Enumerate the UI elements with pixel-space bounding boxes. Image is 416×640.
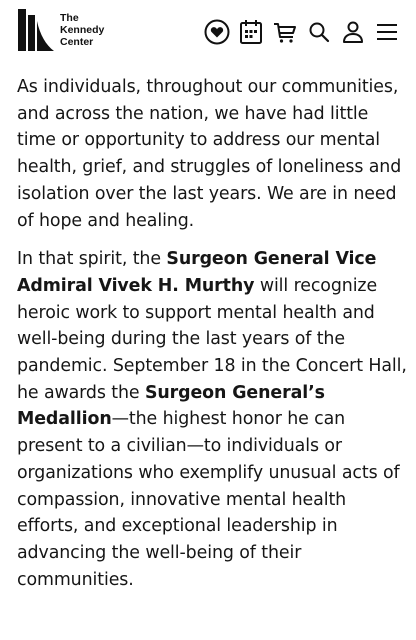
medallion-name: Surgeon General’s Medallion bbox=[17, 382, 325, 430]
cart-icon bbox=[273, 20, 297, 44]
favorites-button[interactable] bbox=[202, 17, 232, 47]
heart-icon bbox=[204, 19, 230, 45]
logo-line-3: Center bbox=[60, 36, 94, 48]
surgeon-general-name: Surgeon General Vice Admiral Vivek H. Murthy bbox=[17, 249, 377, 296]
paragraph-2-text-3: —the highest honor he can present to a civilian—to individuals or organizations who exemplify unusual acts of compassion, innovative mental health efforts, and exceptional leadership in advancing the well-being of their communities. bbox=[17, 409, 400, 590]
account-icon bbox=[342, 20, 364, 44]
cart-button[interactable] bbox=[270, 17, 300, 47]
kennedy-center-logo-mark-icon bbox=[18, 9, 54, 51]
header-nav-icons bbox=[198, 17, 402, 47]
search-icon bbox=[308, 21, 330, 43]
account-button[interactable] bbox=[338, 17, 368, 47]
article-body bbox=[17, 74, 409, 605]
menu-icon bbox=[375, 21, 399, 43]
logo-text bbox=[60, 12, 104, 48]
calendar-button[interactable] bbox=[236, 17, 266, 47]
paragraph-2-text-1: In that spirit, the bbox=[17, 249, 167, 270]
kennedy-center-logo[interactable] bbox=[18, 9, 138, 53]
menu-button[interactable] bbox=[372, 17, 402, 47]
logo-line-1: The bbox=[60, 12, 79, 24]
article-paragraph-2 bbox=[17, 246, 409, 593]
search-button[interactable] bbox=[304, 17, 334, 47]
article-paragraph-1: As individuals, throughout our communities, and across the nation, we have had little time or opportunity to address our mental health, grief, and struggles of loneliness and isolation over the last years. We are in need of hope and healing. bbox=[17, 77, 402, 231]
site-header bbox=[0, 0, 416, 64]
logo-line-2: Kennedy bbox=[60, 24, 105, 36]
calendar-icon bbox=[239, 19, 263, 45]
paragraph-2-text-2: will recognize heroic work to support mental health and well-being during the last years of the pandemic. September 18 in the Concert Hall, he awards the bbox=[17, 275, 407, 403]
